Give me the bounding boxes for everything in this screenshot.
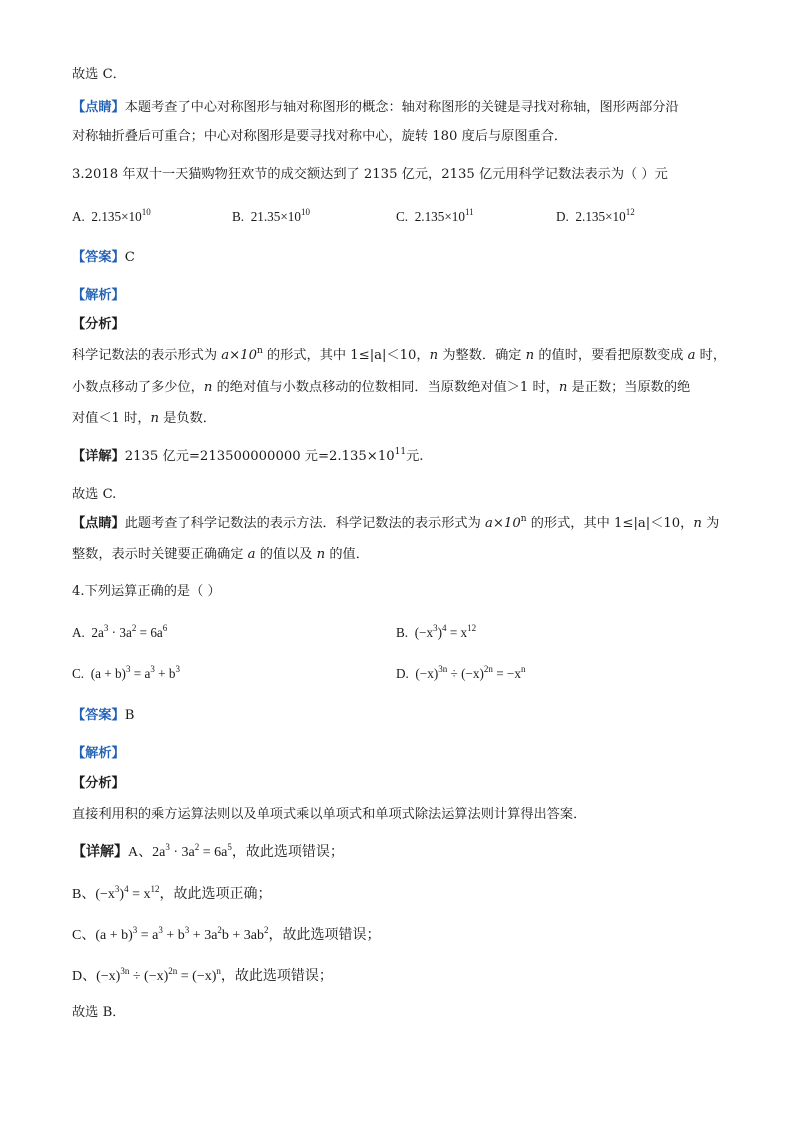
dianjing-tag: 【点睛】 <box>72 100 125 115</box>
variable: a <box>687 348 696 363</box>
text: ，故此选项正确； <box>159 887 272 902</box>
q3-option-c <box>396 208 474 226</box>
answer-tag: 【答案】 <box>72 708 125 723</box>
option-label: C. <box>396 209 409 224</box>
option-exponent: 10 <box>300 207 310 217</box>
q4-xiangjie-c: C、$(a + b)^3 = a^3 + b^3 + 3a^2b + 3ab^2$，故此选项错误； <box>72 925 381 943</box>
xiangjie-tag: 【详解】 <box>72 845 128 860</box>
text: 为整数．确定 <box>438 348 526 363</box>
q4-conclusion: 故选 B． <box>72 1005 126 1020</box>
q3-answer-line <box>72 249 135 267</box>
option-label: D. <box>556 209 569 224</box>
option-label: B. <box>232 209 245 224</box>
dianjing-text: 本题考查了中心对称图形与轴对称图形的概念：轴对称图形的关键是寻找对称轴，图形两部分沿 <box>124 100 679 115</box>
dianjing-paragraph-line2: 对称轴折叠后可重合；中心对称图形是要寻找对称中心，旋转 180 度后与原图重合． <box>72 129 568 144</box>
q3-fenxi-heading <box>72 316 125 334</box>
q3-fenxi-line2 <box>72 379 690 397</box>
exponent: n <box>520 514 527 524</box>
text: 此题考查了科学记数法的表示方法．科学记数法的表示形式为 <box>124 516 486 531</box>
option-base: 2.135×10 <box>575 209 626 224</box>
variable: n <box>558 380 568 395</box>
text: 整数，表示时关键要正确确定 <box>72 547 248 562</box>
text: 为 <box>701 516 720 531</box>
q3-dianjing-line1 <box>72 515 719 533</box>
variable: n <box>203 380 213 395</box>
text: C、 <box>72 928 96 943</box>
dianjing-paragraph-line1 <box>72 99 679 117</box>
text: 是正数；当原数的绝 <box>567 380 691 395</box>
question-4-stem: 4.下列运算正确的是（ ） <box>72 584 221 599</box>
variable: n <box>693 516 702 531</box>
text: D、 <box>72 969 97 984</box>
option-label: C. <box>72 666 85 681</box>
q3-option-d <box>556 208 635 226</box>
fenxi-tag: 【分析】 <box>72 317 125 332</box>
variable: n <box>525 348 535 363</box>
q3-conclusion: 故选 C. <box>72 487 117 502</box>
text: 时， <box>695 348 727 363</box>
text: 的形式，其中 1≤|a|＜10， <box>526 516 694 531</box>
q3-option-b <box>232 208 310 226</box>
text: 的形式，其中 1≤|a|＜10， <box>262 348 430 363</box>
exponent: n <box>256 346 263 356</box>
option-base: 21.35×10 <box>250 209 301 224</box>
q4-option-b: B. $(-x^3)^4 = x^{12}$ <box>396 623 477 640</box>
q4-option-a: A. $2a^3 \cdot 3a^2 = 6a^6$ <box>72 623 168 640</box>
formula: a×10 <box>221 348 257 363</box>
xiangjie-tag: 【详解】 <box>72 449 125 464</box>
formula: a×10 <box>485 516 521 531</box>
q4-jiexi-heading <box>72 745 125 763</box>
text: 的值时，要看把原数变成 <box>534 348 688 363</box>
q4-fenxi-text: 直接利用积的乘方运算法则以及单项式乘以单项式和单项式除法运算法则计算得出答案． <box>72 807 587 822</box>
answer-tag: 【答案】 <box>72 250 125 265</box>
jiexi-tag: 【解析】 <box>72 746 125 761</box>
text: A、 <box>128 845 153 860</box>
text: 科学记数法的表示形式为 <box>72 348 222 363</box>
text: 2135 亿元=213500000000 元=2.135×10 <box>124 449 395 464</box>
fenxi-tag: 【分析】 <box>72 776 125 791</box>
text: 小数点移动了多少位， <box>72 380 204 395</box>
text: ，故此选项错误； <box>220 969 333 984</box>
conclusion-line: 故选 C． <box>72 67 126 82</box>
q3-xiangjie-line <box>72 448 423 466</box>
q4-option-c: C. $(a + b)^3 = a^3 + b^3$ <box>72 664 180 681</box>
q3-fenxi-line3 <box>72 410 216 428</box>
q3-option-a <box>72 208 151 226</box>
option-label: D. <box>396 666 409 681</box>
q4-answer-line <box>72 707 134 725</box>
text: 的值以及 <box>255 547 317 562</box>
q4-xiangjie-d: D、$(-x)^{3n} \div (-x)^{2n} = (-x)^n$，故此选项错误； <box>72 966 333 984</box>
q4-xiangjie-b: B、$(-x^3)^4 = x^{12}$，故此选项正确； <box>72 884 272 902</box>
q4-option-d: D. $(-x)^{3n} \div (-x)^{2n} = -x^n$ <box>396 664 526 681</box>
q3-fenxi-line1 <box>72 347 726 365</box>
option-exponent: 12 <box>625 207 635 217</box>
option-label: A. <box>72 209 85 224</box>
text: B、 <box>72 887 96 902</box>
text: ，故此选项错误； <box>268 928 381 943</box>
variable: n <box>316 547 326 562</box>
option-base: 2.135×10 <box>91 209 142 224</box>
text: ，故此选项错误； <box>231 845 344 860</box>
option-label: A. <box>72 625 85 640</box>
jiexi-tag: 【解析】 <box>72 288 125 303</box>
answer-value: C <box>124 250 135 265</box>
option-exponent: 10 <box>141 207 151 217</box>
option-base: 2.135×10 <box>414 209 465 224</box>
variable: n <box>429 348 439 363</box>
q3-jiexi-heading <box>72 287 125 305</box>
q4-xiangjie-a: 【详解】A、$2a^3 \cdot 3a^2 = 6a^5$，故此选项错误； <box>72 842 344 860</box>
question-3-stem: 3.2018 年双十一天猫购物狂欢节的成交额达到了 2135 亿元，2135 亿元用科学记数法表示为（ ）元 <box>72 167 668 182</box>
text: 的值． <box>325 547 369 562</box>
option-exponent: 11 <box>464 207 474 217</box>
variable: a <box>247 547 256 562</box>
text: 的绝对值与小数点移动的位数相同．当原数绝对值＞1 时， <box>212 380 559 395</box>
option-label: B. <box>396 625 409 640</box>
text: 是负数． <box>159 411 216 426</box>
text: 对值＜1 时， <box>72 411 151 426</box>
exponent: 11 <box>394 447 407 457</box>
text: 元. <box>406 449 424 464</box>
answer-value: B <box>124 708 135 723</box>
q3-dianjing-line2 <box>72 546 369 564</box>
variable: n <box>150 411 160 426</box>
q4-fenxi-heading <box>72 775 125 793</box>
dianjing-tag: 【点睛】 <box>72 516 125 531</box>
